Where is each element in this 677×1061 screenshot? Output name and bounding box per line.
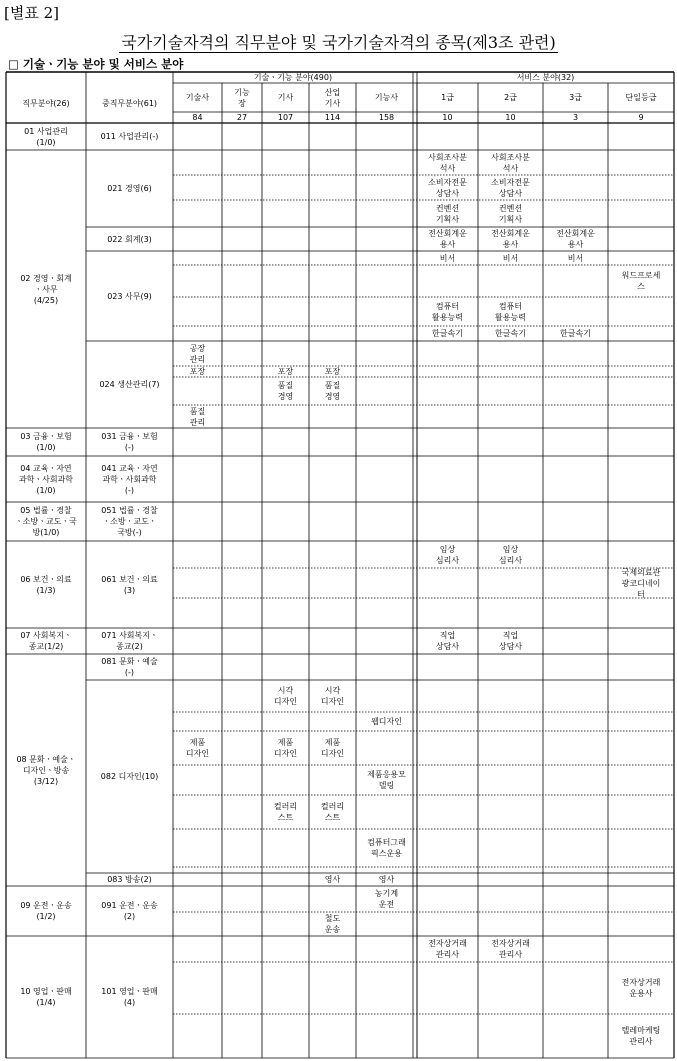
qualification-cell: 웹디자인 [371, 717, 402, 726]
qualification-cell: 제품 디자인 [320, 738, 345, 758]
header-count: 84 [192, 113, 203, 122]
qualification-cell: 사회조사분 석사 [428, 152, 467, 173]
document-title-text: 국가기술자격의 직무분야 및 국가기술자격의 종목(제3조 관련) [121, 33, 556, 52]
sub-field-cell: 021 경영(6) [107, 184, 152, 193]
qualification-cell: 한글속기 [432, 329, 463, 338]
header-grade: 산업 기사 [324, 87, 341, 108]
header-grade: 단일등급 [625, 93, 657, 102]
qualification-cell: 컴퓨터그래 픽스운용 [367, 838, 406, 858]
qualification-cell: 포장 [324, 367, 341, 376]
sub-field-cell: 023 사무(9) [107, 291, 152, 301]
qualification-cell: 비서 [567, 253, 584, 263]
main-field-cell: 04 교육ㆍ자연 과학ㆍ사회과학 (1/0) [18, 463, 74, 495]
qualification-cell: 포장 [277, 367, 294, 376]
qualification-cell: 컴퓨터 활용능력 [495, 301, 526, 322]
qualification-cell: 전산회계운 용사 [491, 229, 530, 249]
qualification-cell: 농기계 운전 [374, 889, 399, 909]
qualification-cell: 사회조사분 석사 [491, 152, 530, 173]
qualification-cell: 철도 운송 [324, 914, 341, 934]
qualification-cell: 제품 디자인 [273, 738, 298, 758]
main-field-cell: 01 사업관리 (1/0) [24, 126, 68, 147]
sub-field-cell: 091 운전ㆍ운송 (2) [101, 901, 158, 921]
qualification-cell: 한글속기 [495, 329, 526, 338]
qualification-cell: 제품 디자인 [185, 738, 210, 758]
header-grade: 기사 [277, 93, 294, 102]
main-field-cell: 09 운전ㆍ운송 (1/2) [20, 901, 72, 921]
sub-field-cell: 041 교육ㆍ자연 과학ㆍ사회과학 (-) [101, 463, 158, 495]
qualification-cell: 직업 상담사 [435, 631, 460, 651]
sub-field-cell: 024 생산관리(7) [99, 380, 160, 389]
qualification-cell: 포장 [189, 367, 206, 376]
main-field-cell: 07 사회복지ㆍ 종교(1/2) [20, 631, 72, 651]
qualification-cell: 비서 [502, 253, 519, 263]
header-group-service: 서비스 분야(32) [516, 73, 575, 82]
qualification-cell: 품질 관리 [189, 406, 206, 427]
header-count: 10 [442, 113, 453, 122]
sub-field-cell: 071 사회복지ㆍ 종교(2) [101, 631, 158, 651]
qualification-cell: 전자상거래 관리사 [491, 939, 530, 959]
main-field-cell: 02 경영ㆍ회계 ㆍ사무 (4/25) [20, 273, 72, 305]
header-count: 114 [324, 113, 341, 122]
sub-field-cell: 022 회계(3) [107, 234, 152, 244]
qualification-cell: 전산회계운 용사 [556, 229, 595, 249]
header-count: 158 [378, 113, 395, 122]
header-grade: 3급 [569, 93, 582, 102]
sub-field-cell: 031 금융ㆍ보험 (-) [101, 432, 158, 452]
qualification-cell: 컴퓨터 활용능력 [432, 301, 463, 322]
qualification-cell: 소비자전문 상담사 [428, 177, 467, 198]
qualification-cell: 영사 [324, 875, 341, 884]
qualification-cell: 제품응용모 델링 [367, 770, 406, 790]
qualification-cell: 임상 심리사 [498, 544, 523, 565]
qualification-cell: 전자상거래 운용사 [621, 978, 661, 998]
header-count: 107 [277, 113, 294, 122]
qualification-cell: 워드프로세 스 [621, 271, 661, 291]
qualification-cell: 품질 경영 [277, 381, 294, 401]
header-count: 9 [638, 113, 644, 122]
qualification-cell: 전자상거래 관리사 [428, 939, 467, 959]
qualification-cell: 전산회계운 용사 [428, 229, 467, 249]
header-grade: 2급 [504, 93, 517, 102]
header-group-tech: 기술ㆍ기능 분야(490) [253, 73, 333, 82]
qualification-cell: 한글속기 [560, 329, 591, 338]
qualification-cell: 임상 심리사 [435, 544, 460, 565]
qualification-cell: 공장 관리 [189, 343, 206, 364]
qualification-cell: 시각 디자인 [320, 686, 345, 706]
qualification-cell: 컨벤션 기획사 [498, 203, 523, 224]
qualification-cell: 컬러리 스트 [273, 802, 298, 822]
qualification-cell: 직업 상담사 [498, 631, 523, 651]
header-grade: 1급 [441, 93, 454, 102]
sub-field-cell: 101 영업ㆍ판매 (4) [101, 987, 158, 1007]
main-field-cell: 08 문화ㆍ예술ㆍ 디자인ㆍ방송 (3/12) [16, 754, 76, 786]
main-field-cell: 03 금융ㆍ보험 (1/0) [20, 432, 72, 452]
qualification-cell: 영사 [378, 875, 395, 884]
header-main-field: 직무분야(26) [22, 98, 70, 108]
sub-field-cell: 061 보건ㆍ의료 (3) [101, 574, 158, 595]
qualification-cell: 컨벤션 기획사 [435, 203, 460, 224]
qualification-cell: 텔레마케팅 관리사 [621, 1026, 661, 1046]
section-subtitle: □ 기술ㆍ기능 분야 및 서비스 분야 [8, 57, 184, 71]
qualification-cell: 국제의료관 광코디네이 터 [621, 567, 661, 599]
main-field-cell: 05 법률ㆍ경찰 ㆍ소방ㆍ교도ㆍ국 방(1/0) [15, 506, 77, 537]
header-count: 10 [505, 113, 516, 122]
qualification-cell: 비서 [439, 253, 456, 263]
sub-field-cell: 081 문화ㆍ예술 (-) [101, 657, 158, 677]
main-field-cell: 06 보건ㆍ의료 (1/3) [20, 574, 72, 595]
sub-field-cell: 083 방송(2) [107, 875, 152, 884]
qualification-cell: 소비자전문 상담사 [491, 177, 530, 198]
header-sub-field: 중직무분야(61) [101, 98, 158, 108]
header-grade: 기능사 [374, 93, 399, 102]
qualification-cell: 컬러리 스트 [320, 802, 345, 822]
sub-field-cell: 051 법률ㆍ경찰 ㆍ소방ㆍ교도ㆍ 국방(-) [101, 506, 158, 537]
header-count: 27 [236, 113, 248, 122]
header-count: 3 [572, 113, 579, 122]
main-field-cell: 10 영업ㆍ판매 (1/4) [20, 987, 72, 1007]
table-label: [별표 2] [4, 4, 59, 22]
sub-field-cell: 082 디자인(10) [100, 772, 159, 781]
sub-field-cell: 011 사업관리(-) [100, 132, 159, 141]
qualification-cell: 시각 디자인 [273, 686, 298, 706]
qualification-cell: 품질 경영 [324, 381, 341, 401]
header-grade: 기능 장 [234, 87, 250, 108]
header-grade: 기술사 [185, 93, 210, 102]
